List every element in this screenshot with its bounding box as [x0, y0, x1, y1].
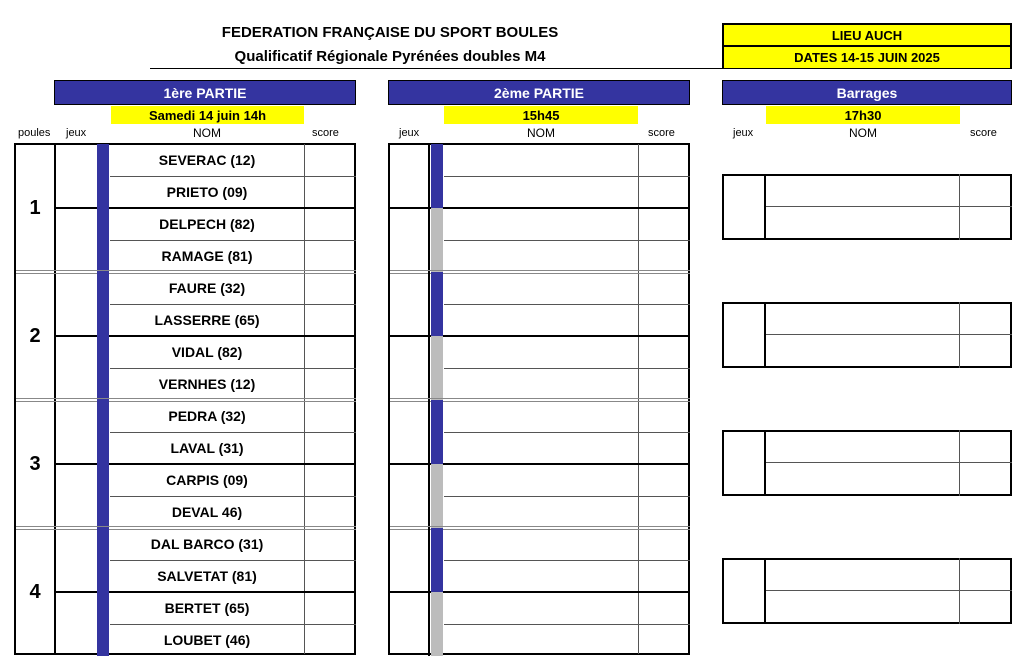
score-cell[interactable]: [305, 402, 355, 430]
score-cell[interactable]: [639, 338, 689, 366]
name-cell[interactable]: [444, 274, 637, 302]
col-score-2: score: [648, 127, 675, 139]
dates-box: DATES 14-15 JUIN 2025: [722, 47, 1012, 69]
player-name: LAVAL (31): [170, 440, 244, 456]
name-cell[interactable]: [444, 530, 637, 558]
col-score-3: score: [970, 127, 997, 139]
barrage-score-cell[interactable]: [961, 592, 1010, 622]
team-strip: [431, 432, 443, 464]
barrage-name-cell[interactable]: [766, 336, 958, 366]
barrages-header: Barrages: [722, 80, 1012, 105]
name-cell[interactable]: [444, 370, 637, 398]
barrage-score-divider: [959, 430, 960, 496]
score-cell[interactable]: [639, 146, 689, 174]
name-cell[interactable]: [444, 466, 637, 494]
col-jeux-2: jeux: [399, 127, 420, 139]
lieu-box: LIEU AUCH: [722, 23, 1012, 47]
score-cell[interactable]: [639, 594, 689, 622]
name-cell[interactable]: [444, 242, 637, 270]
row-divider: [444, 368, 690, 369]
score-cell[interactable]: [639, 434, 689, 462]
team-strip: [97, 432, 109, 464]
team-strip: [97, 528, 109, 560]
barrage-score-cell[interactable]: [961, 560, 1010, 589]
barrage-name-cell[interactable]: [766, 176, 958, 205]
row-divider: [444, 176, 690, 177]
name-cell[interactable]: [444, 178, 637, 206]
barrage-name-cell[interactable]: [766, 304, 958, 333]
score-cell[interactable]: [305, 530, 355, 558]
player-name: LOUBET (46): [163, 632, 251, 648]
name-cell[interactable]: [444, 402, 637, 430]
team-strip: [97, 240, 109, 272]
team-strip: [97, 336, 109, 368]
team-strip: [97, 624, 109, 656]
score-cell[interactable]: [639, 402, 689, 430]
team-strip: [431, 304, 443, 336]
team-strip: [97, 272, 109, 304]
barrage-score-divider: [959, 174, 960, 240]
score-cell[interactable]: [305, 338, 355, 366]
team-strip: [431, 272, 443, 304]
team-strip: [431, 368, 443, 400]
player-name: CARPIS (09): [166, 472, 248, 488]
score-cell[interactable]: [305, 434, 355, 462]
barrage-row-divider: [766, 590, 1012, 591]
score-cell[interactable]: [639, 466, 689, 494]
row-divider: [444, 624, 690, 625]
team-strip: [431, 400, 443, 432]
score-cell[interactable]: [305, 466, 355, 494]
score-cell[interactable]: [639, 274, 689, 302]
barrage-score-divider: [959, 558, 960, 624]
row-divider: [444, 240, 690, 241]
row-divider: [444, 304, 690, 305]
team-strip: [431, 624, 443, 656]
team-strip: [97, 208, 109, 240]
barrage-score-cell[interactable]: [961, 432, 1010, 461]
score-cell[interactable]: [305, 306, 355, 334]
header-underline: [150, 68, 722, 69]
barrage-name-cell[interactable]: [766, 592, 958, 622]
score-cell[interactable]: [305, 370, 355, 398]
player-name: VERNHES (12): [158, 376, 256, 392]
col-score-1: score: [312, 127, 339, 139]
score-cell[interactable]: [639, 178, 689, 206]
team-strip: [431, 208, 443, 240]
team-strip: [431, 496, 443, 528]
barrage-score-cell[interactable]: [961, 208, 1010, 238]
team-strip: [97, 400, 109, 432]
name-cell[interactable]: [444, 594, 637, 622]
barrage-name-cell[interactable]: [766, 208, 958, 238]
team-strip: [431, 592, 443, 624]
score-cell[interactable]: [305, 242, 355, 270]
team-strip: [97, 592, 109, 624]
col-nom-1: NOM: [193, 126, 221, 140]
score-cell[interactable]: [639, 626, 689, 654]
name-cell[interactable]: [444, 338, 637, 366]
barrage-score-cell[interactable]: [961, 336, 1010, 366]
col-jeux-3: jeux: [733, 127, 754, 139]
pool-number: 4: [29, 580, 41, 603]
player-name: SALVETAT (81): [157, 568, 257, 584]
player-name: LASSERRE (65): [154, 312, 260, 328]
score-cell[interactable]: [639, 210, 689, 238]
score-cell[interactable]: [305, 146, 355, 174]
team-strip: [97, 144, 109, 176]
team-strip: [97, 304, 109, 336]
col-nom-2: NOM: [527, 126, 555, 140]
player-name: SEVERAC (12): [158, 152, 256, 168]
score-cell[interactable]: [305, 562, 355, 590]
barrage-name-cell[interactable]: [766, 432, 958, 461]
name-cell[interactable]: [444, 306, 637, 334]
player-name: PRIETO (09): [166, 184, 248, 200]
score-cell[interactable]: [305, 210, 355, 238]
jeux-divider-2: [428, 144, 430, 272]
team-strip: [97, 176, 109, 208]
barrage-score-cell[interactable]: [961, 304, 1010, 333]
row-divider: [444, 496, 690, 497]
player-name: VIDAL (82): [171, 344, 243, 360]
name-cell[interactable]: [444, 626, 637, 654]
player-name: FAURE (32): [168, 280, 246, 296]
pool-number: 2: [29, 324, 41, 347]
col-jeux-1: jeux: [66, 127, 87, 139]
name-cell[interactable]: [444, 498, 637, 526]
player-name: PEDRA (32): [168, 408, 246, 424]
team-strip: [431, 240, 443, 272]
barrage-score-divider: [959, 302, 960, 368]
score-cell[interactable]: [639, 562, 689, 590]
competition-subtitle: Qualificatif Régionale Pyrénées doubles M4: [234, 48, 546, 65]
score-cell[interactable]: [639, 242, 689, 270]
team-strip: [431, 176, 443, 208]
barrage-row-divider: [766, 334, 1012, 335]
jeux-divider-2: [428, 528, 430, 656]
team-strip: [97, 464, 109, 496]
score-cell[interactable]: [305, 626, 355, 654]
jeux-divider-2: [428, 400, 430, 528]
row-divider: [444, 432, 690, 433]
pool-number: 3: [29, 452, 41, 475]
col-nom-3: NOM: [849, 126, 877, 140]
score-cell[interactable]: [305, 594, 355, 622]
team-strip: [431, 464, 443, 496]
team-strip: [431, 560, 443, 592]
score-cell[interactable]: [639, 306, 689, 334]
player-name: DAL BARCO (31): [150, 536, 264, 552]
score-cell[interactable]: [305, 178, 355, 206]
barrage-name-cell[interactable]: [766, 464, 958, 494]
team-strip: [431, 528, 443, 560]
jeux-divider-2: [428, 272, 430, 400]
name-cell[interactable]: [444, 562, 637, 590]
partie1-time: Samedi 14 juin 14h: [111, 106, 304, 124]
team-strip: [431, 144, 443, 176]
partie2-header: 2ème PARTIE: [388, 80, 690, 105]
player-name: BERTET (65): [164, 600, 250, 616]
score-cell[interactable]: [639, 498, 689, 526]
partie2-time: 15h45: [444, 106, 638, 124]
team-strip: [97, 496, 109, 528]
partie1-header: 1ère PARTIE: [54, 80, 356, 105]
barrage-row-divider: [766, 462, 1012, 463]
name-cell[interactable]: [444, 434, 637, 462]
team-strip: [97, 560, 109, 592]
team-strip: [97, 368, 109, 400]
federation-title: FEDERATION FRANÇAISE DU SPORT BOULES: [221, 24, 559, 41]
name-cell[interactable]: [444, 146, 637, 174]
score-cell[interactable]: [305, 498, 355, 526]
player-name: RAMAGE (81): [161, 248, 253, 264]
score-cell[interactable]: [305, 274, 355, 302]
barrages-time: 17h30: [766, 106, 960, 124]
barrage-score-cell[interactable]: [961, 464, 1010, 494]
score-cell[interactable]: [639, 370, 689, 398]
team-strip: [431, 336, 443, 368]
name-cell[interactable]: [444, 210, 637, 238]
barrage-name-cell[interactable]: [766, 560, 958, 589]
row-divider: [444, 560, 690, 561]
player-name: DELPECH (82): [159, 216, 255, 232]
barrage-score-cell[interactable]: [961, 176, 1010, 205]
score-cell[interactable]: [639, 530, 689, 558]
player-name: DEVAL 46): [171, 504, 243, 520]
barrage-row-divider: [766, 206, 1012, 207]
col-poules: poules: [18, 127, 51, 139]
pool-number: 1: [29, 196, 41, 219]
